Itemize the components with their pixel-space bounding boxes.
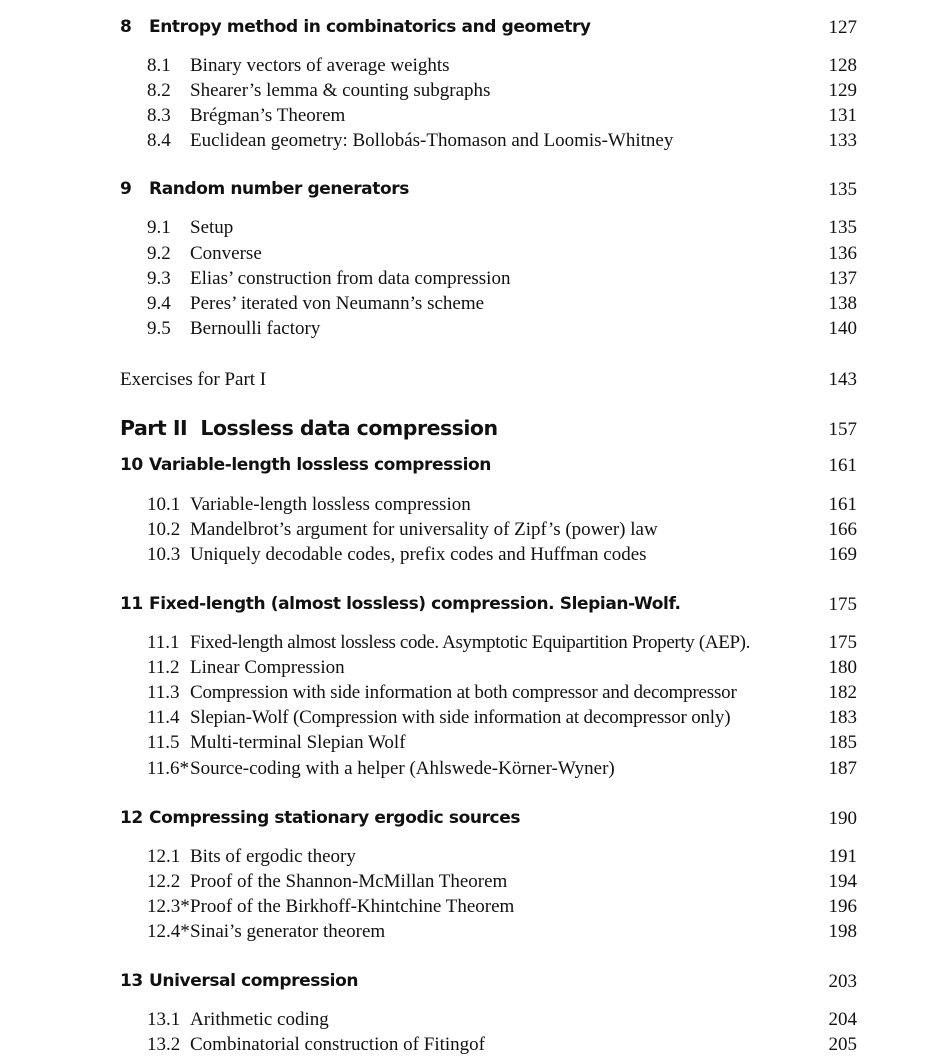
section-number: 13.2 [147, 1034, 181, 1055]
section-title: Converse [190, 243, 262, 264]
chapter-title: Variable-length lossless compression [149, 455, 491, 475]
section-title: Source-coding with a helper (Ahlswede-Körner-Wyner) [190, 758, 615, 779]
chapter-number: 10 [120, 455, 143, 475]
chapter-number: 13 [120, 971, 143, 991]
section-title: Proof of the Birkhoff-Khintchine Theorem [190, 896, 515, 917]
page-number: 135 [828, 217, 857, 238]
page-number: 166 [828, 519, 857, 540]
page-number: 140 [828, 318, 857, 339]
page-number: 175 [828, 632, 857, 653]
section-number: 11.2 [147, 657, 180, 678]
section-title: Shearer’s lemma & counting subgraphs [190, 80, 491, 101]
section-number: 12.4* [147, 921, 190, 942]
section-number: 11.3 [147, 682, 180, 703]
page-number: 131 [828, 105, 857, 126]
section-number: 9.4 [147, 293, 171, 314]
page-number: 187 [828, 758, 857, 779]
section-number: 8.3 [147, 105, 171, 126]
section-title: Fixed-length almost lossless code. Asymptotic Equipartition Property (AEP). [190, 632, 751, 653]
page-number: 161 [828, 455, 857, 476]
section-title: Linear Compression [190, 657, 345, 678]
page-number: 205 [828, 1034, 857, 1055]
section-title: Multi-terminal Slepian Wolf [190, 732, 406, 753]
section-title: Proof of the Shannon-McMillan Theorem [190, 871, 508, 892]
section-number: 12.1 [147, 846, 181, 867]
page-number: 137 [828, 268, 857, 289]
section-title: Uniquely decodable codes, prefix codes and Huffman codes [190, 544, 647, 565]
chapter-number: 8 [120, 17, 132, 37]
section-number: 9.5 [147, 318, 171, 339]
chapter-title: Random number generators [149, 179, 409, 199]
page-number: 185 [828, 732, 857, 753]
page-number: 138 [828, 293, 857, 314]
section-number: 10.1 [147, 494, 181, 515]
section-title: Combinatorial construction of Fitingof [190, 1034, 485, 1055]
page-number: 161 [828, 494, 857, 515]
page-number: 169 [828, 544, 857, 565]
section-number: 10.3 [147, 544, 181, 565]
section-number: 12.3* [147, 896, 190, 917]
page-number: 198 [828, 921, 857, 942]
section-title: Arithmetic coding [190, 1009, 329, 1030]
section-title: Binary vectors of average weights [190, 55, 450, 76]
section-number: 12.2 [147, 871, 181, 892]
section-number: 11.4 [147, 707, 180, 728]
chapter-title: Entropy method in combinatorics and geometry [149, 17, 591, 37]
page-number: 194 [828, 871, 857, 892]
page-number: 196 [828, 896, 857, 917]
section-number: 10.2 [147, 519, 181, 540]
section-number: 8.4 [147, 130, 171, 151]
page-number: 175 [828, 594, 857, 615]
page-number: 203 [828, 971, 857, 992]
section-title: Euclidean geometry: Bollobás-Thomason and Loomis-Whitney [190, 130, 674, 151]
section-number: 11.6* [147, 758, 190, 779]
section-number: 9.1 [147, 217, 171, 238]
page-number: 180 [828, 657, 857, 678]
section-title: Mandelbrot’s argument for universality of Zipf’s (power) law [190, 519, 658, 540]
page-number: 190 [828, 808, 857, 829]
page-number: 129 [828, 80, 857, 101]
section-number: 9.2 [147, 243, 171, 264]
section-title: Peres’ iterated von Neumann’s scheme [190, 293, 485, 314]
section-title: Bits of ergodic theory [190, 846, 356, 867]
section-title: Brégman’s Theorem [190, 105, 346, 126]
page-number: 157 [828, 419, 857, 440]
section-title: Setup [190, 217, 234, 238]
section-number: 8.2 [147, 80, 171, 101]
part-title: Part II Lossless data compression [120, 416, 498, 440]
page-number: 136 [828, 243, 857, 264]
section-number: 11.1 [147, 632, 180, 653]
chapter-title: Compressing stationary ergodic sources [149, 808, 521, 828]
section-title: Bernoulli factory [190, 318, 321, 339]
section-number: 11.5 [147, 732, 180, 753]
chapter-title: Fixed-length (almost lossless) compression. Slepian-Wolf. [149, 594, 681, 614]
page-number: 128 [828, 55, 857, 76]
chapter-number: 12 [120, 808, 143, 828]
section-title: Sinai’s generator theorem [190, 921, 386, 942]
page-number: 183 [828, 707, 857, 728]
chapter-number: 9 [120, 179, 132, 199]
section-number: 13.1 [147, 1009, 181, 1030]
page-number: 133 [828, 130, 857, 151]
exercises-title: Exercises for Part I [120, 369, 267, 390]
page-number: 127 [828, 17, 857, 38]
section-number: 9.3 [147, 268, 171, 289]
page-number: 191 [828, 846, 857, 867]
page-number: 143 [828, 369, 857, 390]
page-number: 182 [828, 682, 857, 703]
page-number: 204 [828, 1009, 857, 1030]
chapter-number: 11 [120, 594, 143, 614]
chapter-title: Universal compression [149, 971, 359, 991]
section-number: 8.1 [147, 55, 171, 76]
section-title: Compression with side information at both compressor and decompressor [190, 682, 737, 703]
section-title: Slepian-Wolf (Compression with side information at decompressor only) [190, 707, 731, 728]
section-title: Variable-length lossless compression [190, 494, 471, 515]
section-title: Elias’ construction from data compression [190, 268, 511, 289]
page-number: 135 [828, 179, 857, 200]
